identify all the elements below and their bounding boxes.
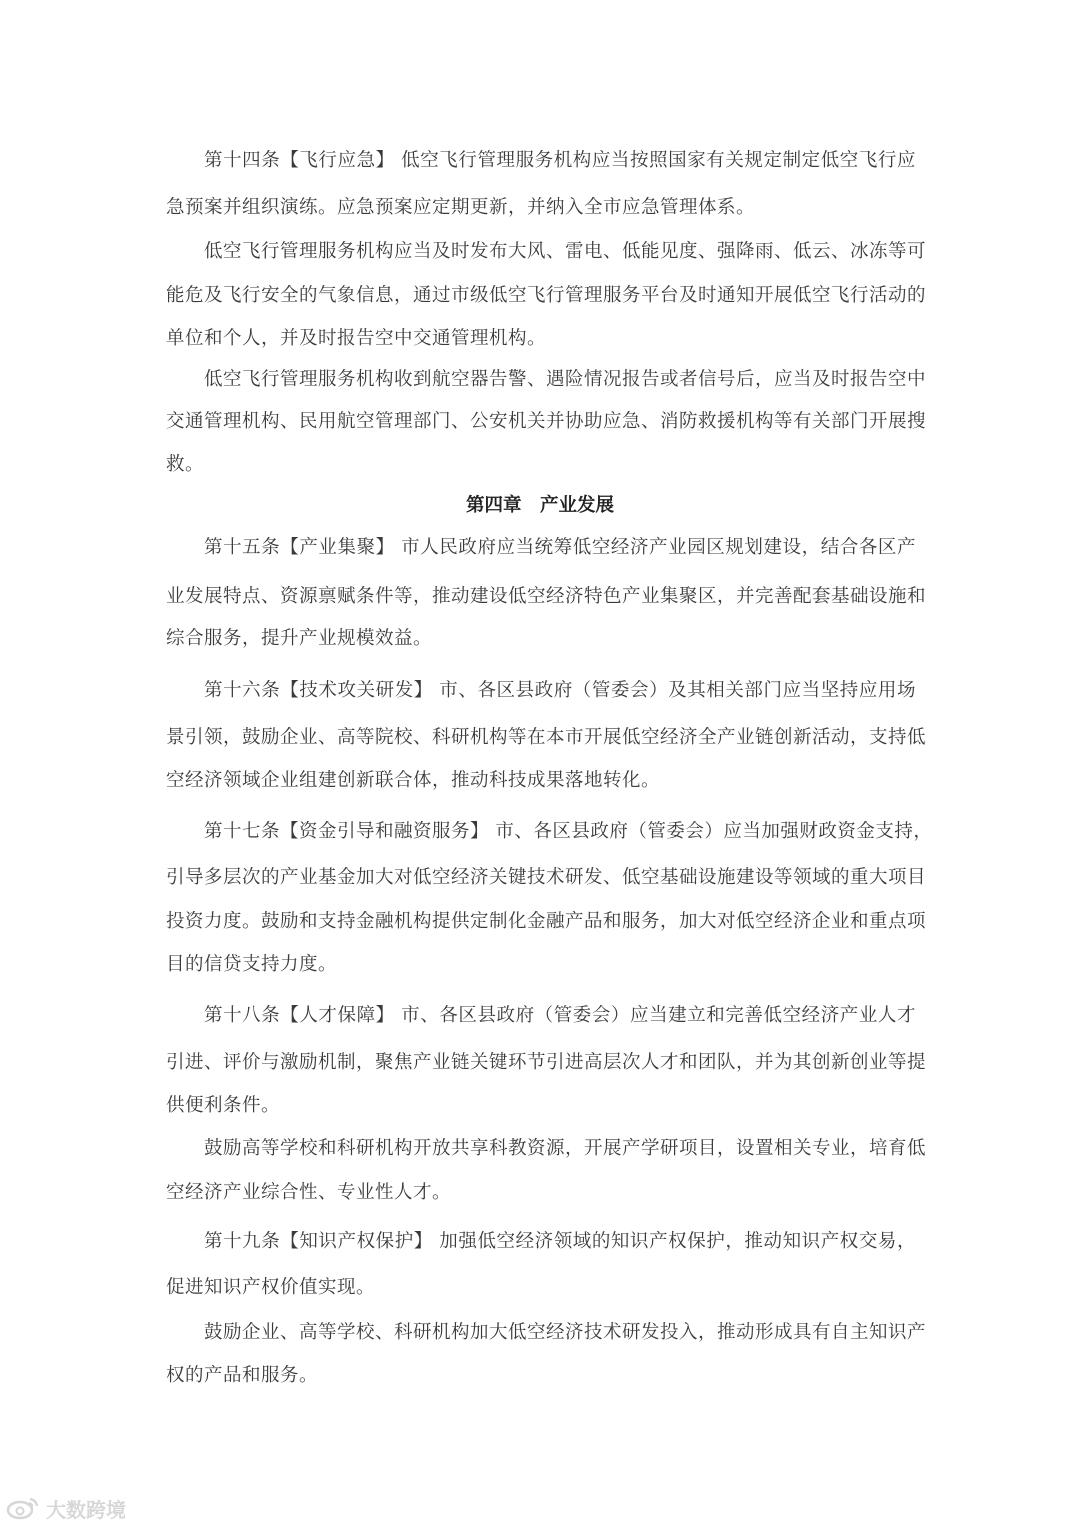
paragraph-line: 第十九条【知识产权保护】 加强低空经济领域的知识产权保护，推动知识产权交易，: [204, 1231, 916, 1252]
paragraph-line: 供便利条件。: [166, 1095, 281, 1116]
chapter-heading: 第四章 产业发展: [465, 495, 614, 516]
paragraph-line: 急预案并组织演练。应急预案应定期更新，并纳入全市应急管理体系。: [166, 197, 756, 218]
paragraph-line: 第十四条【飞行应急】 低空飞行管理服务机构应当按照国家有关规定制定低空飞行应: [204, 150, 916, 171]
paragraph-line: 综合服务，提升产业规模效益。: [166, 628, 433, 649]
paragraph-line: 交通管理机构、民用航空管理部门、公安机关并协助应急、消防救援机构等有关部门开展搜: [166, 411, 927, 432]
paragraph-line: 鼓励高等学校和科研机构开放共享科教资源，开展产学研项目，设置相关专业，培育低: [204, 1138, 927, 1159]
weibo-style-logo-icon: [6, 1495, 42, 1521]
paragraph-line: 第十七条【资金引导和融资服务】 市、各区县政府（管委会）应当加强财政资金支持，: [204, 821, 933, 842]
paragraph-line: 单位和个人，并及时报告空中交通管理机构。: [166, 328, 547, 349]
paragraph-line: 投资力度。鼓励和支持金融机构提供定制化金融产品和服务，加大对低空经济企业和重点项: [166, 911, 927, 932]
watermark: [6, 1493, 126, 1523]
paragraph-line: 能危及飞行安全的气象信息，通过市级低空飞行管理服务平台及时通知开展低空飞行活动的: [166, 285, 927, 306]
paragraph-line: 引导多层次的产业基金加大对低空经济关键技术研发、低空基础设施建设等领域的重大项目: [166, 867, 927, 888]
paragraph-line: 目的信贷支持力度。: [166, 954, 338, 975]
paragraph-line: 救。: [166, 454, 205, 475]
paragraph-line: 低空飞行管理服务机构应当及时发布大风、雷电、低能见度、强降雨、低云、冰冻等可: [204, 241, 927, 262]
paragraph-line: 第十八条【人才保障】 市、各区县政府（管委会）应当建立和完善低空经济产业人才: [204, 1005, 916, 1026]
paragraph-line: 促进知识产权价值实现。: [166, 1277, 376, 1298]
paragraph-line: 景引领，鼓励企业、高等院校、科研机构等在本市开展低空经济全产业链创新活动，支持低: [166, 727, 927, 748]
paragraph-line: 第十六条【技术攻关研发】 市、各区县政府（管委会）及其相关部门应当坚持应用场: [204, 680, 916, 701]
paragraph-line: 鼓励企业、高等学校、科研机构加大低空经济技术研发投入，推动形成具有自主知识产: [204, 1322, 927, 1343]
paragraph-line: 引进、评价与激励机制，聚焦产业链关键环节引进高层次人才和团队，并为其创新创业等提: [166, 1052, 927, 1073]
paragraph-line: 权的产品和服务。: [166, 1365, 319, 1386]
paragraph-line: 低空飞行管理服务机构收到航空器告警、遇险情况报告或者信号后，应当及时报告空中: [204, 369, 927, 390]
paragraph-line: 空经济领域企业组建创新联合体，推动科技成果落地转化。: [166, 770, 661, 791]
paragraph-line: 业发展特点、资源禀赋条件等，推动建设低空经济特色产业集聚区，并完善配套基础设施和: [166, 586, 927, 607]
paragraph-line: 空经济产业综合性、专业性人才。: [166, 1182, 452, 1203]
paragraph-line: 第十五条【产业集聚】 市人民政府应当统筹低空经济产业园区规划建设，结合各区产: [204, 537, 916, 558]
watermark-text: 大数跨境: [46, 1497, 126, 1522]
